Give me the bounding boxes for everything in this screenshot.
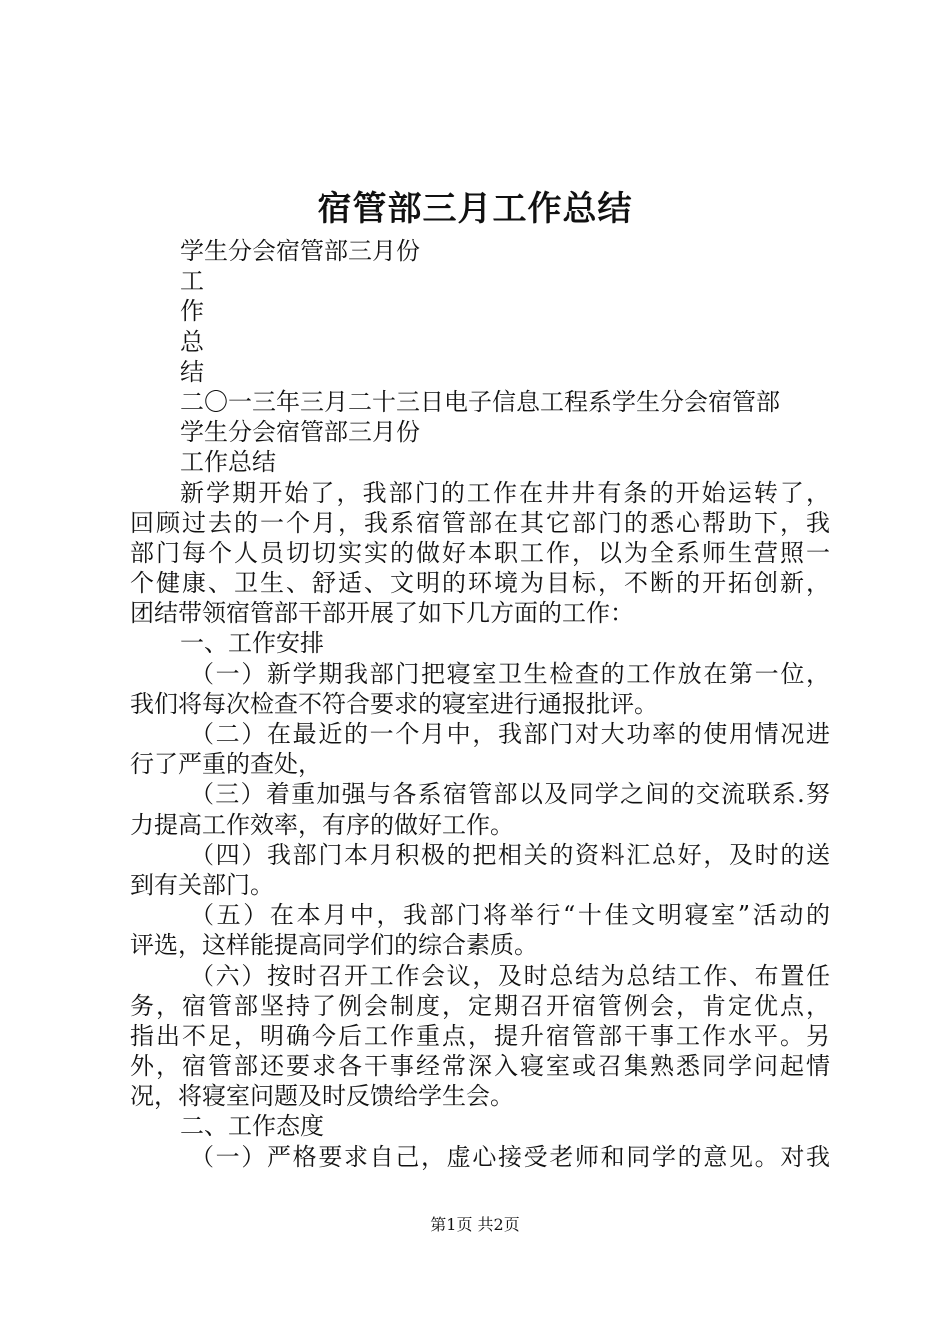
- body-line: 总: [180, 327, 204, 356]
- body-line: （三）着重加强与各系宿管部以及同学之间的交流联系.努: [190, 780, 830, 809]
- body-line: 部门每个人员切切实实的做好本职工作，以为全系师生营照一: [130, 538, 830, 567]
- body-line: 一、工作安排: [180, 629, 324, 658]
- body-line: 工作总结: [180, 448, 276, 477]
- page-footer: 第1页 共2页: [430, 1215, 520, 1234]
- body-line: 团结带领宿管部干部开展了如下几方面的工作：: [130, 599, 634, 628]
- body-line: 务，宿管部坚持了例会制度，定期召开宿管例会，肯定优点，: [130, 991, 830, 1020]
- body-line: 个健康、卫生、舒适、文明的环境为目标，不断的开拓创新，: [130, 569, 830, 598]
- document-body: [130, 236, 830, 1172]
- body-line: （五）在本月中，我部门将举行“十佳文明寝室”活动的: [190, 901, 830, 930]
- body-line: 工: [180, 267, 204, 296]
- body-line: 指出不足，明确今后工作重点，提升宿管部干事工作水平。另: [130, 1021, 830, 1050]
- body-line: 况，将寝室问题及时反馈给学生会。: [130, 1082, 514, 1111]
- body-line: （四）我部门本月积极的把相关的资料汇总好，及时的送: [190, 840, 830, 869]
- body-line: 新学期开始了，我部门的工作在井井有条的开始运转了，: [180, 478, 830, 507]
- body-line: 到有关部门。: [130, 870, 274, 899]
- body-line: （一）严格要求自己，虚心接受老师和同学的意见。对我: [190, 1142, 830, 1171]
- body-line: 学生分会宿管部三月份: [180, 237, 420, 265]
- body-line: 作: [180, 297, 204, 326]
- body-line: 外，宿管部还要求各干事经常深入寝室或召集熟悉同学问起情: [130, 1052, 830, 1081]
- document-title: 宿管部三月工作总结: [317, 189, 633, 229]
- body-line: 评选，这样能提高同学们的综合素质。: [130, 931, 538, 960]
- body-line: （一）新学期我部门把寝室卫生检查的工作放在第一位，: [190, 659, 830, 688]
- body-line: （二）在最近的一个月中，我部门对大功率的使用情况进: [190, 720, 830, 748]
- body-line: 我们将每次检查不符合要求的寝室进行通报批评。: [130, 689, 658, 718]
- body-line: 二〇一三年三月二十三日电子信息工程系学生分会宿管部: [180, 387, 780, 416]
- body-line: 回顾过去的一个月，我系宿管部在其它部门的悉心帮助下，我: [130, 508, 830, 537]
- body-line: 力提高工作效率，有序的做好工作。: [130, 810, 514, 839]
- body-line: 行了严重的查处，: [130, 750, 322, 779]
- body-line: （六）按时召开工作会议，及时总结为总结工作、布置任: [190, 961, 830, 990]
- body-line: 二、工作态度: [180, 1112, 324, 1141]
- body-line: 学生分会宿管部三月份: [180, 418, 420, 447]
- body-line: 结: [180, 357, 204, 386]
